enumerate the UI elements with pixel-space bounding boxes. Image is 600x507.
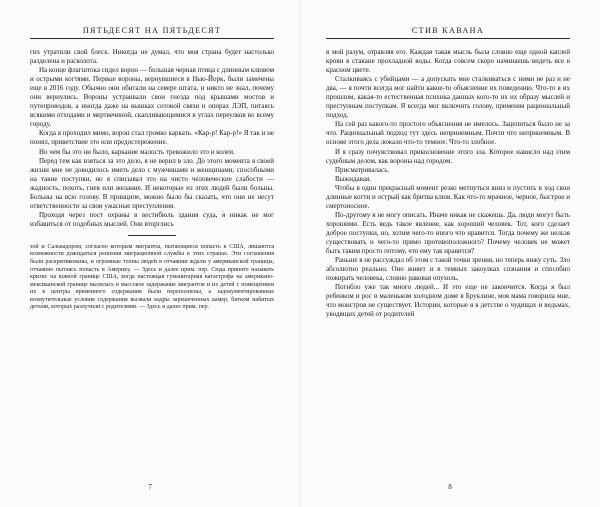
header-rule-right [326,38,570,39]
paragraph: Проходя через пост охраны в вестибюль здания суда, я никак не мог избавиться от подобных мыслей. Они вторглись [30,210,274,228]
paragraph: На конце флагштока сидел ворон — большая черная птица с длинным клювом и острыми когтями. Первые вороны, вернувшиеся в Нью-Йорк, были замечены еще в 2016 году. Обычно они обитали на севере штата, и никто не знал, почему они вернулись. Вороны устраивали свои гнезда под крышами мостов и путепроводов, а иногда даже на вышках сотовой связи и опорах ЛЭП, питаясь всякими отходами и мертвечиной, скапливающимися в углах переулков во всему городу. [30,66,274,129]
running-head-right: СТИВ КАВАНА [411,26,485,35]
paragraph: Выжидавая. [335,174,371,183]
page-number-left: 7 [148,483,152,491]
paragraph: Чтобы в один прекрасный момент резко метнуться вниз и пустить в ход свои длинные когти и острый как бритва клюв. Как что-то мрачное, черное, быстрое и смертоносное. [326,183,570,210]
paragraph: Раньше я не рассуждал об этом с такой точки зрения, но теперь вижу суть. Зло абсолютно реально. Оно живет и в темных закоулках сознания и способно пожирать человека, словно раковая опухоль. [326,256,570,283]
paragraph: Сталкиваясь с убийцами — а допускать мне сталкиваться с ними не раз и не два, — я почти всегда мог найти какое-то объяснение их поведению. Что-то в их прошлом, какая-то естественная психика данных кого-то их их образу мыслей и преступным поступкам. Я всегда мог включить голову, применяя рациональный подход. [326,75,570,120]
footnote-text: зой и Сальвадором, согласно которым мигранты, пытающиеся попасть в США, лишаются возможности дожидаться решения миграционной службы в этих странах. Эти соглашения были раскритикованы, и огромные толпы людей в отчаянии ждали у американской границы, отчаянно пытаясь попасть в Америку. — Здесь и далее прим. пер. Сюда принято называть кризис на южной границе США, когда настоящая гуманитарная катастрофа на американо-мексиканской границе вылилась в массовое задержание мигрантов и их детей с помещением их в центры временного содержания были переполнены, а задокументированные возмутительные условия содержания вызвали кадры зарешеченных камер, битком набитых детьми, которых разлучили с родителями. — Здесь и далее прим. пер. [30,243,274,311]
page-number-right: 8 [448,483,452,491]
right-page [300,0,600,507]
paragraph: По-другому я не могу описать. Иначе никак не скажешь. Да, люди могут быть хорошими. Есть ведь такое явление, как хороший человек. Тот, кого сделает доброе поступки, но, хотим чего-то иного что нравится. Тогда почему же нельзя существовать и чего-то прямо противоположного? Почему человек не может быть таким просто потому, что ему так нравится? [326,210,570,256]
paragraph: Погибло уже так много людей... И это еще не закончится. Когда я был ребенком и рос в маленьком холодном доме в Бруклине, моя мама говорила мне, что монстров не существует. Истории, которые я в детстве о чудищах и ведьмах, уводящих детей от родителей [326,283,570,319]
paragraph: гих утратили свой блеск. Никогда не думал, что моя страна будет настолько разделена и расколота. [30,48,274,66]
paragraph: Но чем бы это ни было, каркание малость тревожило это и колеи. [39,147,235,156]
paragraph: На сей раз какого-то простого объяснения не имелось. Зацепиться было не за что. Рациональный подход тут здесь непринемным. Почти что непринемным. В основе этого дела лежало что-то темное. Что-то злобное. [326,120,570,147]
paragraph: Присматривалась. [335,165,390,174]
paragraph: Когда я проходил мимо, ворон стал громко каркать. «Кар-р! Кар-р!» Я так и не понял, приветствие это или предостережение. [30,129,274,147]
paragraph: в мой разум, отравляя его. Каждая такая мысль была словно еще одной каплей крови в стакане прохладной воды. Когда совсем скоро начинаешь видеть все в красном цвете. [326,48,570,75]
paragraph: И я сразу почувствовал прикосновение этого зла. Которое нависло над этим судебным делом, как вороны над городом. [326,147,570,165]
footnote-separator [128,235,176,236]
paragraph: Перед тем как взяться за это дело, я не верил в зло. До этого момента я своей жизни мне не доводилось иметь дело с мужчинами и женщинами, способными на такие поступки, но я списывал это на чисто человеческие слабости — жадность, похоть, гнев или желание. И некоторые из этих людей были больны. Больны на всю голову. В принципе, можно было бы сказать, что они не несут ответственности за свои ужасные преступления. [30,156,274,210]
header-rule-left [30,38,274,39]
left-page-body [30,48,274,229]
running-head-left: ПЯТЬДЕСЯТ НА ПЯТЬДЕСЯТ [82,26,222,35]
right-page-body [326,48,570,319]
